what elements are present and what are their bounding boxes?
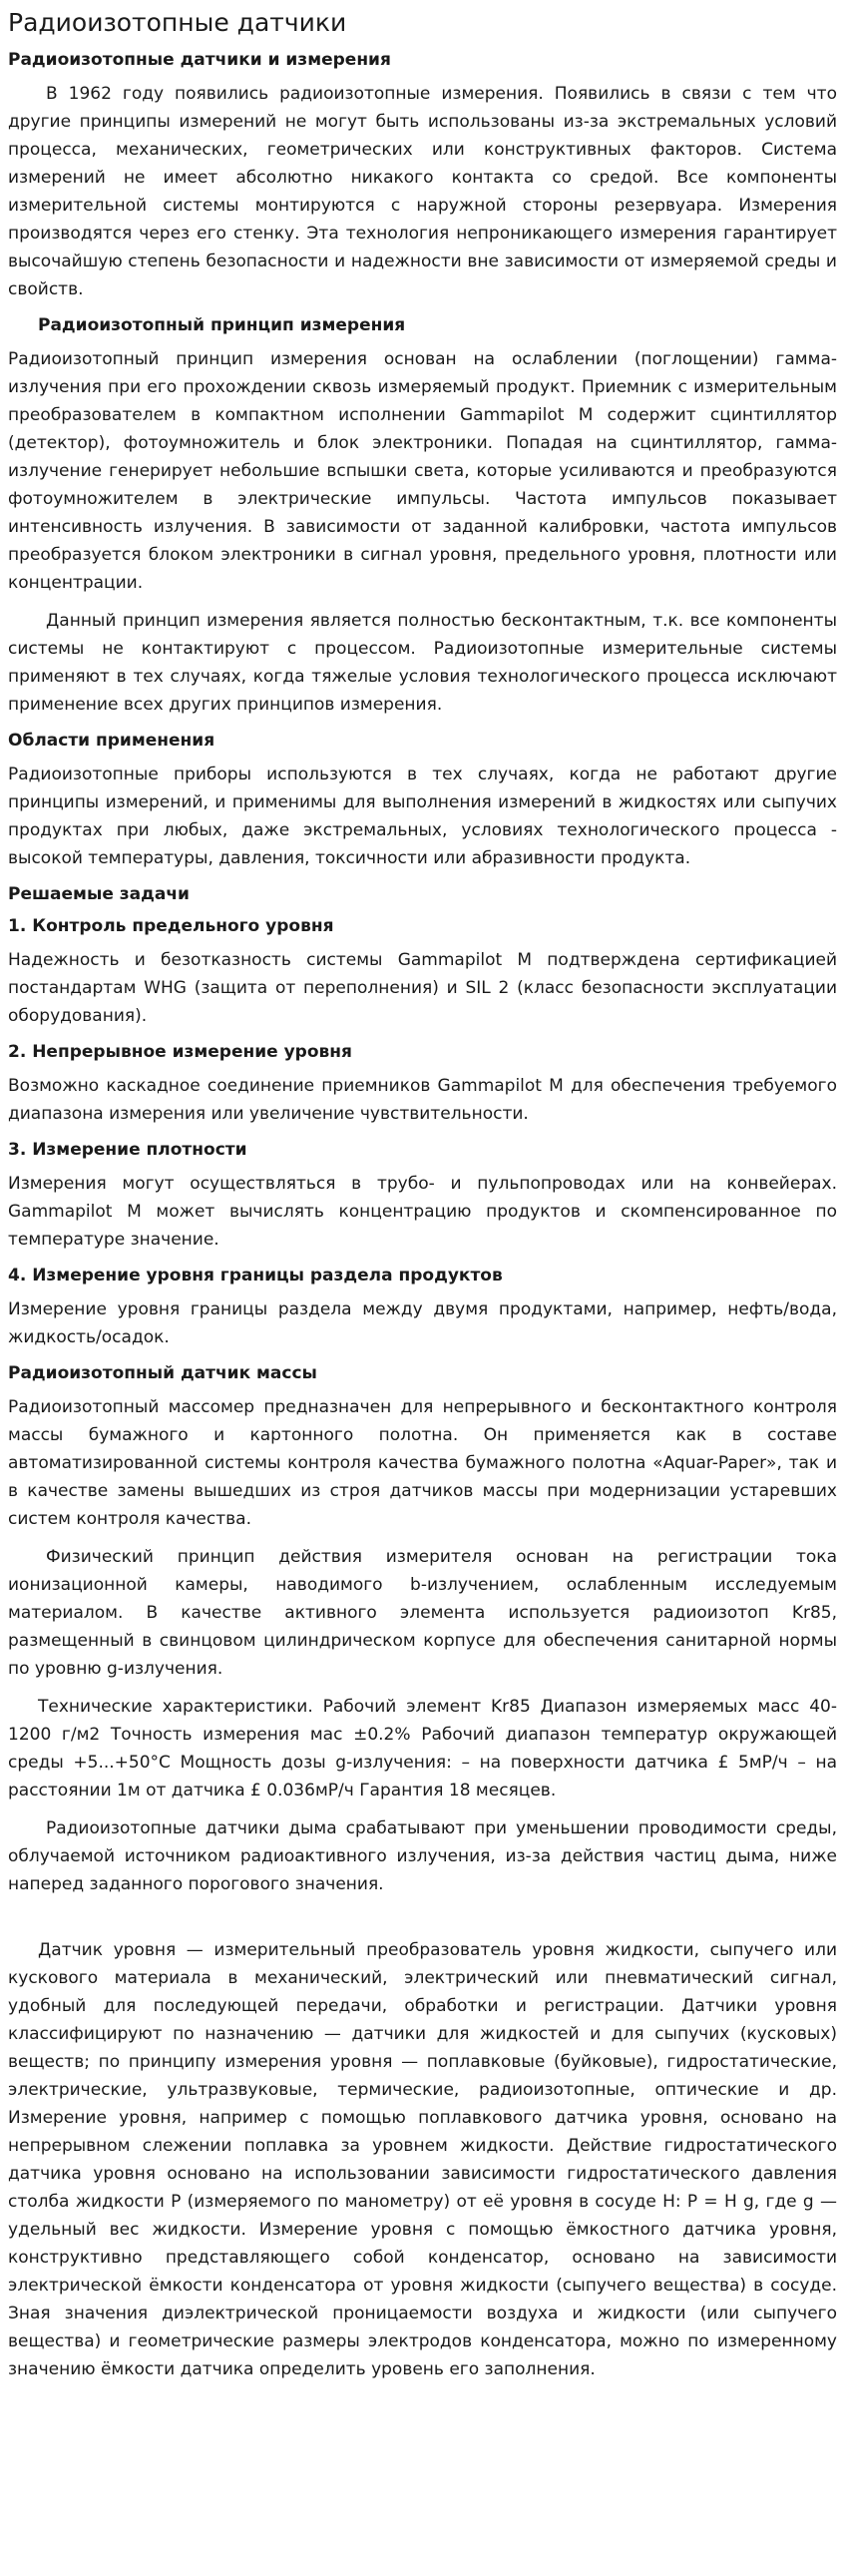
paragraph-physical-principle: Физический принцип действия измерителя основан на регистрации тока ионизационной камеры, наводимого b-излучением, ослабленным исследуемым материалом. В качестве активного элемента используется радиоизотоп Kr85, размещенный в свинцовом цилиндрическом корпусе для обеспечения санитарной нормы по уровню g-излучения. (8, 1547, 837, 1679)
task-paragraph-limit-level: Надежность и безотказность системы Gammapilot M подтверждена сертификацией постандартам WHG (защита от переполнения) и SIL 2 (класс безопасности эксплуатации оборудования). (8, 950, 837, 1026)
task-paragraph-density: Измерения могут осуществляться в трубо- и пульпопроводах или на конвейерах. Gammapilot M может вычислять концентрацию продуктов и скомпенсированное по температуре значение. (8, 1174, 837, 1250)
section-heading-mass-sensor: Радиоизотопный датчик массы (8, 1363, 317, 1383)
task-paragraph-interface: Измерение уровня границы раздела между двумя продуктами, например, нефть/вода, жидкость/осадок. (8, 1299, 837, 1347)
task-paragraph-continuous-level: Возможно каскадное соединение приемников Gammapilot M для обеспечения требуемого диапазона измерения или увеличение чувствительности. (8, 1076, 837, 1124)
paragraph-contactless: Данный принцип измерения является полностью бесконтактным, т.к. все компоненты системы не контактируют с процессом. Радиоизотопные измерительные системы применяют в тех случаях, когда тяжелые условия технологического процесса исключают применение всех других принципов измерения. (8, 611, 837, 715)
section-heading-tasks: Решаемые задачи (8, 884, 190, 904)
paragraph-applications: Радиоизотопные приборы используются в тех случаях, когда не работают другие принципы измерений, и применимы для выполнения измерений в жидкостях или сыпучих продуктах при любых, даже экстремальных, условиях технологического процесса - высокой температуры, давления, токсичности или абразивности продукта. (8, 765, 837, 868)
paragraph-level-sensor: Датчик уровня — измерительный преобразователь уровня жидкости, сыпучего или кускового материала в механический, электрический или пневматический сигнал, удобный для последующей передачи, обработки и регистрации. Датчики уровня классифицируют по назначению — датчики для жидкостей и для сыпучих (кусковых) веществ; по принципу измерения уровня — поплавковые (буйковые), гидростатические, электрические, ультразвуковые, термические, радиоизотопные, оптические и др. Измерение уровня, например с помощью поплавкового датчика уровня, основано на непрерывном слежении поплавка за уровнем жидкости. Действие гидростатического датчика уровня основано на использовании зависимости гидростатического давления столба жидкости P (измеряемого по манометру) от её уровня в сосуде H: P = H g, где g — удельный вес жидкости. Измерение уровня с помощью ёмкостного датчика уровня, конструктивно представляющего собой конденсатор, основано на зависимости электрической ёмкости конденсатора от уровня жидкости (сыпучего вещества) в сосуде. Зная значения диэлектрической проницаемости воздуха и жидкости (или сыпучего вещества) и геометрические размеры электродов конденсатора, можно по измеренному значению ёмкости датчика определить уровень его заполнения. (8, 1940, 837, 2379)
section-heading-principle: Радиоизотопный принцип измерения (38, 315, 406, 335)
paragraph-mass-sensor: Радиоизотопный массомер предназначен для непрерывного и бесконтактного контроля массы бумажного и картонного полотна. Он применяется как в составе автоматизированной системы контроля качества бумажного полотна «Aquar-Paper», так и в качестве замены вышедших из строя датчиков массы при модернизации устаревших систем контроля качества. (8, 1397, 837, 1529)
blank-line (8, 1908, 837, 1936)
task-heading-density: 3. Измерение плотности (8, 1140, 247, 1160)
paragraph-smoke-sensors: Радиоизотопные датчики дыма срабатывают при уменьшении проводимости среды, облучаемой источником радиоактивного излучения, из-за действия частиц дыма, ниже наперед заданного порогового значения. (8, 1818, 837, 1894)
page-title: Радиоизотопные датчики (8, 8, 347, 37)
section-heading-radioisotope-sensors: Радиоизотопные датчики и измерения (8, 50, 391, 70)
paragraph-principle: Радиоизотопный принцип измерения основан на ослаблении (поглощении) гамма-излучения при его прохождении сквозь измеряемый продукт. Приемник с измерительным преобразователем в компактном исполнении Gammapilot M содержит сцинтиллятор (детектор), фотоумножитель и блок электроники. Попадая на сцинтиллятор, гамма-излучение генерирует небольшие вспышки света, которые усиливаются и преобразуются фотоумножителем в электрические импульсы. Частота импульсов показывает интенсивность излучения. В зависимости от заданной калибровки, частота импульсов преобразуется блоком электроники в сигнал уровня, предельного уровня, плотности или концентрации. (8, 349, 837, 593)
paragraph-specifications: Технические характеристики. Рабочий элемент Kr85 Диапазон измеряемых масс 40-1200 г/м2 Точность измерения мас ±0.2% Рабочий диапазон температур окружающей среды +5...+50°C Мощность дозы g-излучения: – на поверхности датчика £ 5мР/ч – на расстоянии 1м от датчика £ 0.036мР/ч Гарантия 18 месяцев. (8, 1697, 837, 1801)
task-heading-continuous-level: 2. Непрерывное измерение уровня (8, 1042, 352, 1062)
task-heading-interface: 4. Измерение уровня границы раздела продуктов (8, 1266, 503, 1286)
section-heading-applications: Области применения (8, 731, 215, 751)
task-heading-limit-level: 1. Контроль предельного уровня (8, 916, 334, 936)
paragraph-history: В 1962 году появились радиоизотопные измерения. Появились в связи с тем что другие принципы измерений не могут быть использованы из-за экстремальных условий процесса, механических, геометрических или конструктивных факторов. Система измерений не имеет абсолютно никакого контакта со средой. Все компоненты измерительной системы монтируются с наружной стороны резервуара. Измерения производятся через его стенку. Эта технология непроникающего измерения гарантирует высочайшую степень безопасности и надежности вне зависимости от измеряемой среды и свойств. (8, 84, 837, 299)
